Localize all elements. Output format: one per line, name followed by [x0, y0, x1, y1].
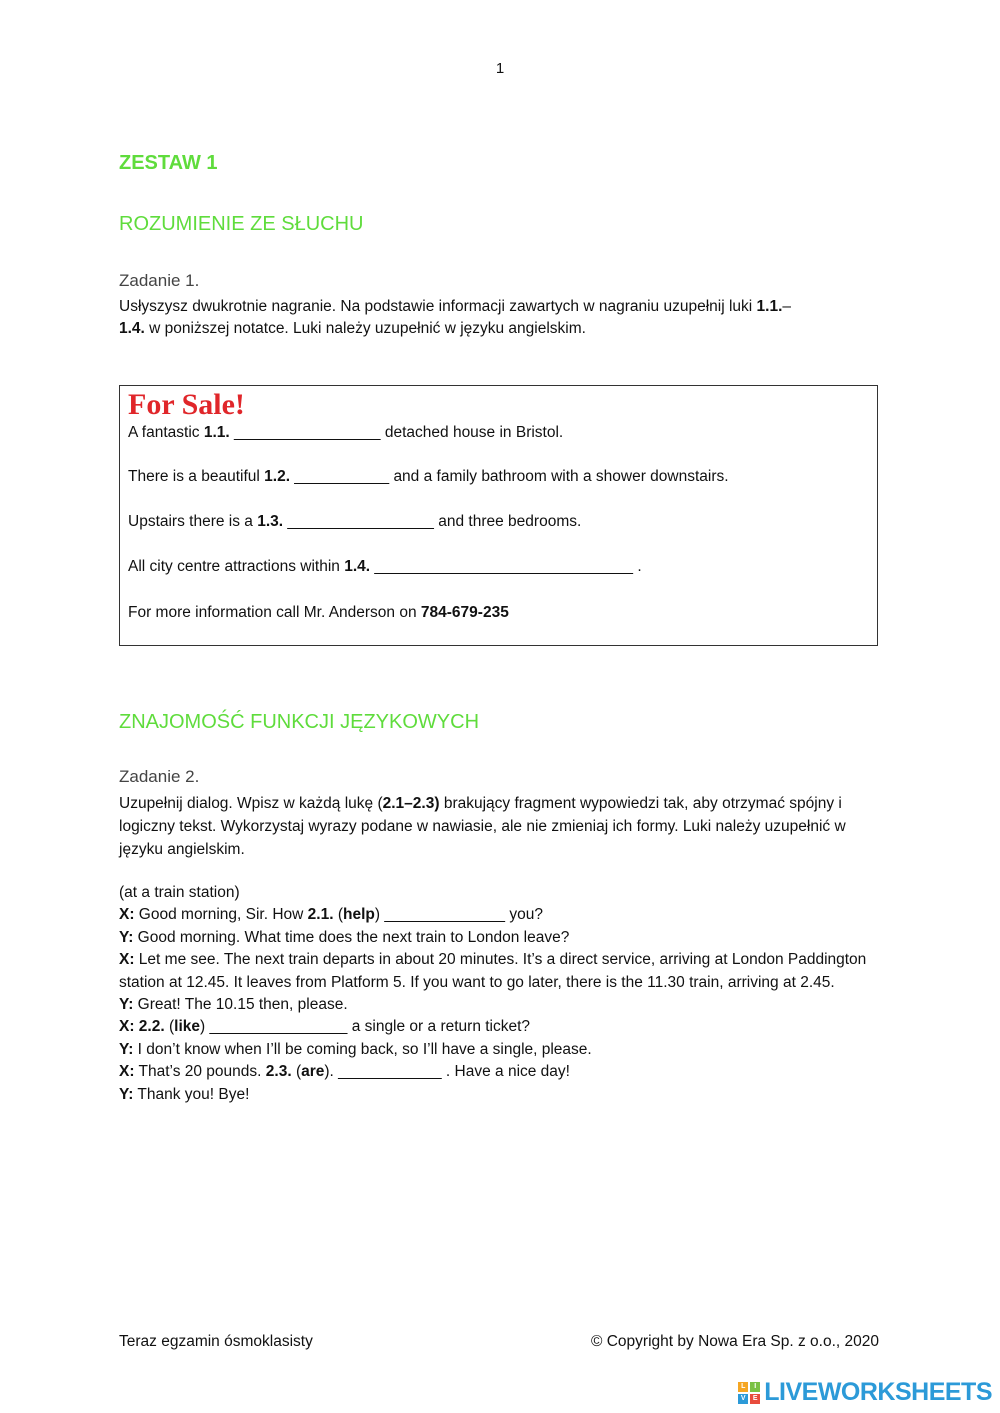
gap-2-2[interactable]: ) ________________ a single or a return ticket?: [200, 1018, 531, 1036]
notice-line-4: All city centre attractions within 1.4. ______________________________ .: [128, 558, 642, 575]
task-2-instructions: Uzupełnij dialog. Wpisz w każdą lukę (2.1–2.3) brakujący fragment wypowiedzi tak, aby otrzymać spójny i logiczny tekst. Wykorzystaj wyrazy podane w nawiasie, ale nie zmieniaj ich formy. Luki należy uzupełnić w języku angielskim.: [119, 795, 846, 858]
dialog-line: station at 12.45. It leaves from Platform 5. If you want to go later, there is the 11.30 train, arriving at 2.45.: [119, 973, 835, 991]
for-sale-notice: [119, 385, 878, 646]
dialog-line: Y: Good morning. What time does the next train to London leave?: [119, 928, 570, 946]
logo-icon: L I V E: [738, 1382, 760, 1404]
gap-1-1[interactable]: _________________: [229, 424, 385, 441]
for-sale-title: For Sale!: [128, 388, 245, 421]
footer-left: Teraz egzamin ósmoklasisty: [119, 1333, 313, 1350]
gap-1-4[interactable]: ______________________________ .: [370, 558, 642, 575]
phone-number: 784-679-235: [420, 604, 509, 621]
task-1-instructions: Usłyszysz dwukrotnie nagranie. Na podstawie informacji zawartych w nagraniu uzupełnij luki 1.1.– 1.4. w poniższej notatce. Luki należy uzupełnić w języku angielskim.: [119, 298, 791, 337]
dialog: [119, 882, 889, 1106]
liveworksheets-logo[interactable]: [738, 1378, 992, 1407]
section-title-language-functions: ZNAJOMOŚĆ FUNKCJI JĘZYKOWYCH: [119, 711, 480, 733]
gap-2-1[interactable]: ) ______________ you?: [374, 906, 543, 924]
dialog-line: X: Good morning, Sir. How 2.1. (help) ______________ you?: [119, 906, 543, 924]
dialog-line: Y: I don’t know when I’ll be coming back, so I’ll have a single, please.: [119, 1040, 592, 1058]
set-title: ZESTAW 1: [119, 152, 218, 174]
task-title-2: Zadanie 2.: [119, 767, 200, 786]
dialog-line: Y: Great! The 10.15 then, please.: [119, 996, 348, 1014]
notice-line-5: For more information call Mr. Anderson on 784-679-235: [128, 604, 509, 621]
dialog-line: X: 2.2. (like) ________________ a single or a return ticket?: [119, 1018, 531, 1036]
notice-line-3: Upstairs there is a 1.3. _________________ and three bedrooms.: [128, 513, 582, 530]
notice-line-1: A fantastic 1.1. _________________ detached house in Bristol.: [128, 424, 564, 441]
task-title-1: Zadanie 1.: [119, 271, 200, 290]
notice-line-2: There is a beautiful 1.2. ___________ and a family bathroom with a shower downstairs.: [128, 468, 729, 485]
page-number: 1: [495, 60, 505, 77]
gap-1-3[interactable]: _________________: [283, 513, 439, 530]
section-title-listening: ROZUMIENIE ZE SŁUCHU: [119, 213, 364, 235]
gap-1-2[interactable]: ___________: [290, 468, 394, 485]
gap-2-3[interactable]: ). ____________ . Have a nice day!: [324, 1063, 570, 1081]
dialog-line: X: That’s 20 pounds. 2.3. (are). ____________ . Have a nice day!: [119, 1063, 570, 1081]
dialog-line: Y: Thank you! Bye!: [119, 1085, 250, 1103]
footer-copyright: © Copyright by Nowa Era Sp. z o.o., 2020: [591, 1333, 879, 1350]
dialog-context: (at a train station): [119, 884, 240, 901]
logo-text: LIVEWORKSHEETS: [764, 1378, 992, 1406]
dialog-line: X: Let me see. The next train departs in about 20 minutes. It’s a direct service, arriving at London Paddington: [119, 951, 867, 969]
